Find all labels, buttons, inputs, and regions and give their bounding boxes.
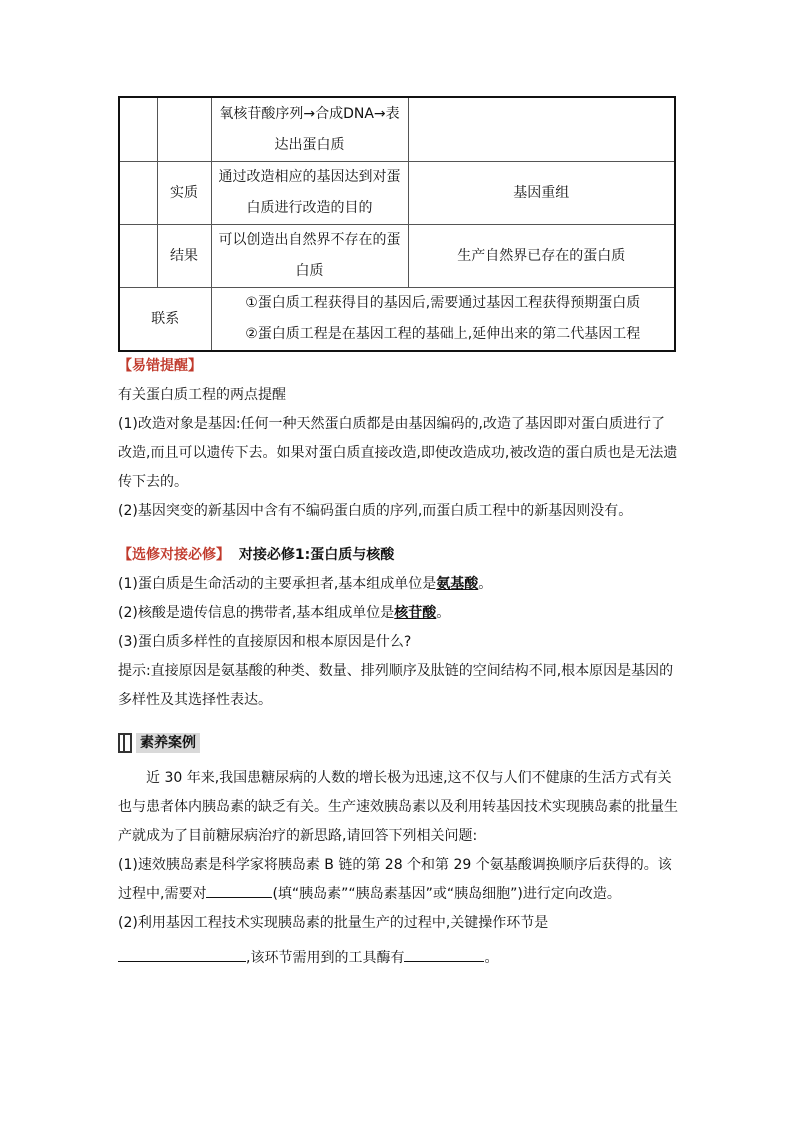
book-icon xyxy=(118,733,132,753)
link-question-3: (3)蛋白质多样性的直接原因和根本原因是什么? xyxy=(118,634,412,650)
link-tag: 【选修对接必修】 xyxy=(118,547,230,563)
row-empty-cell xyxy=(119,97,157,162)
tip-title: 有关蛋白质工程的两点提醒 xyxy=(118,387,286,403)
relation-cell xyxy=(211,288,675,352)
case-header xyxy=(118,733,200,753)
case-intro: 近 30 年来,我国患糖尿病的人数的增长极为迅速,这不仅与人们不健康的生活方式有关也与患者体内胰岛素的缺乏有关。生产速效胰岛素以及利用转基因技术实现胰岛素的批量生产就成为了目前糖尿病治疗的新思路,请回答下列相关问题: xyxy=(118,770,678,844)
row-label-essence: 实质 xyxy=(157,162,211,225)
comparison-table xyxy=(118,96,676,352)
answer-blank-2[interactable] xyxy=(118,947,246,962)
tip-tag: 【易错提醒】 xyxy=(118,358,202,374)
gene-engineering-cell: 生产自然界已存在的蛋白质 xyxy=(408,225,675,288)
case-section xyxy=(118,764,678,973)
link-question-2: (2)核酸是遗传信息的携带者,基本组成单位是核苷酸。 xyxy=(118,605,451,621)
answer-amino-acid: 氨基酸 xyxy=(436,576,479,592)
tip-paragraph-1: (1)改造对象是基因:任何一种天然蛋白质都是由基因编码的,改造了基因即对蛋白质进行了改造,而且可以遗传下去。如果对蛋白质直接改造,即使改造成功,被改造的蛋白质也是无法遗传下去的。 xyxy=(118,416,678,490)
protein-engineering-cell: 氧核苷酸序列→合成DNA→表达出蛋白质 xyxy=(211,97,408,162)
link-header xyxy=(118,541,678,570)
link-question-1: (1)蛋白质是生命活动的主要承担者,基本组成单位是氨基酸。 xyxy=(118,576,493,592)
link-hint: 提示:直接原因是氨基酸的种类、数量、排列顺序及肽链的空间结构不同,根本原因是基因的多样性及其选择性表达。 xyxy=(118,663,674,708)
protein-engineering-cell: 通过改造相应的基因达到对蛋白质进行改造的目的 xyxy=(211,162,408,225)
case-question-2: (2)利用基因工程技术实现胰岛素的批量生产的过程中,关键操作环节是 ,该环节需用到的工具酶有 。 xyxy=(118,915,549,966)
link-section xyxy=(118,541,678,715)
tip-section xyxy=(118,352,678,526)
case-label: 素养案例 xyxy=(136,733,200,753)
row-label xyxy=(157,97,211,162)
row-label-result: 结果 xyxy=(157,225,211,288)
relation-line-2: ②蛋白质工程是在基因工程的基础上,延伸出来的第二代基因工程 xyxy=(245,326,641,342)
relation-line-1: ①蛋白质工程获得目的基因后,需要通过基因工程获得预期蛋白质 xyxy=(245,295,641,311)
answer-nucleotide: 核苷酸 xyxy=(394,605,437,621)
case-question-1: (1)速效胰岛素是科学家将胰岛素 B 链的第 28 个和第 29 个氨基酸调换顺序后获得的。该过程中,需要对 (填“胰岛素”“胰岛素基因”或“胰岛细胞”)进行定向改造。 xyxy=(118,857,672,902)
gene-engineering-cell xyxy=(408,97,675,162)
row-empty-cell xyxy=(119,225,157,288)
gene-engineering-cell: 基因重组 xyxy=(408,162,675,225)
protein-engineering-cell: 可以创造出自然界不存在的蛋白质 xyxy=(211,225,408,288)
row-label-relation: 联系 xyxy=(119,288,211,352)
link-title: 对接必修1:蛋白质与核酸 xyxy=(238,547,395,563)
answer-blank-3[interactable] xyxy=(404,947,484,962)
row-empty-cell xyxy=(119,162,157,225)
tip-paragraph-2: (2)基因突变的新基因中含有不编码蛋白质的序列,而蛋白质工程中的新基因则没有。 xyxy=(118,503,633,519)
answer-blank-1[interactable] xyxy=(206,883,272,898)
